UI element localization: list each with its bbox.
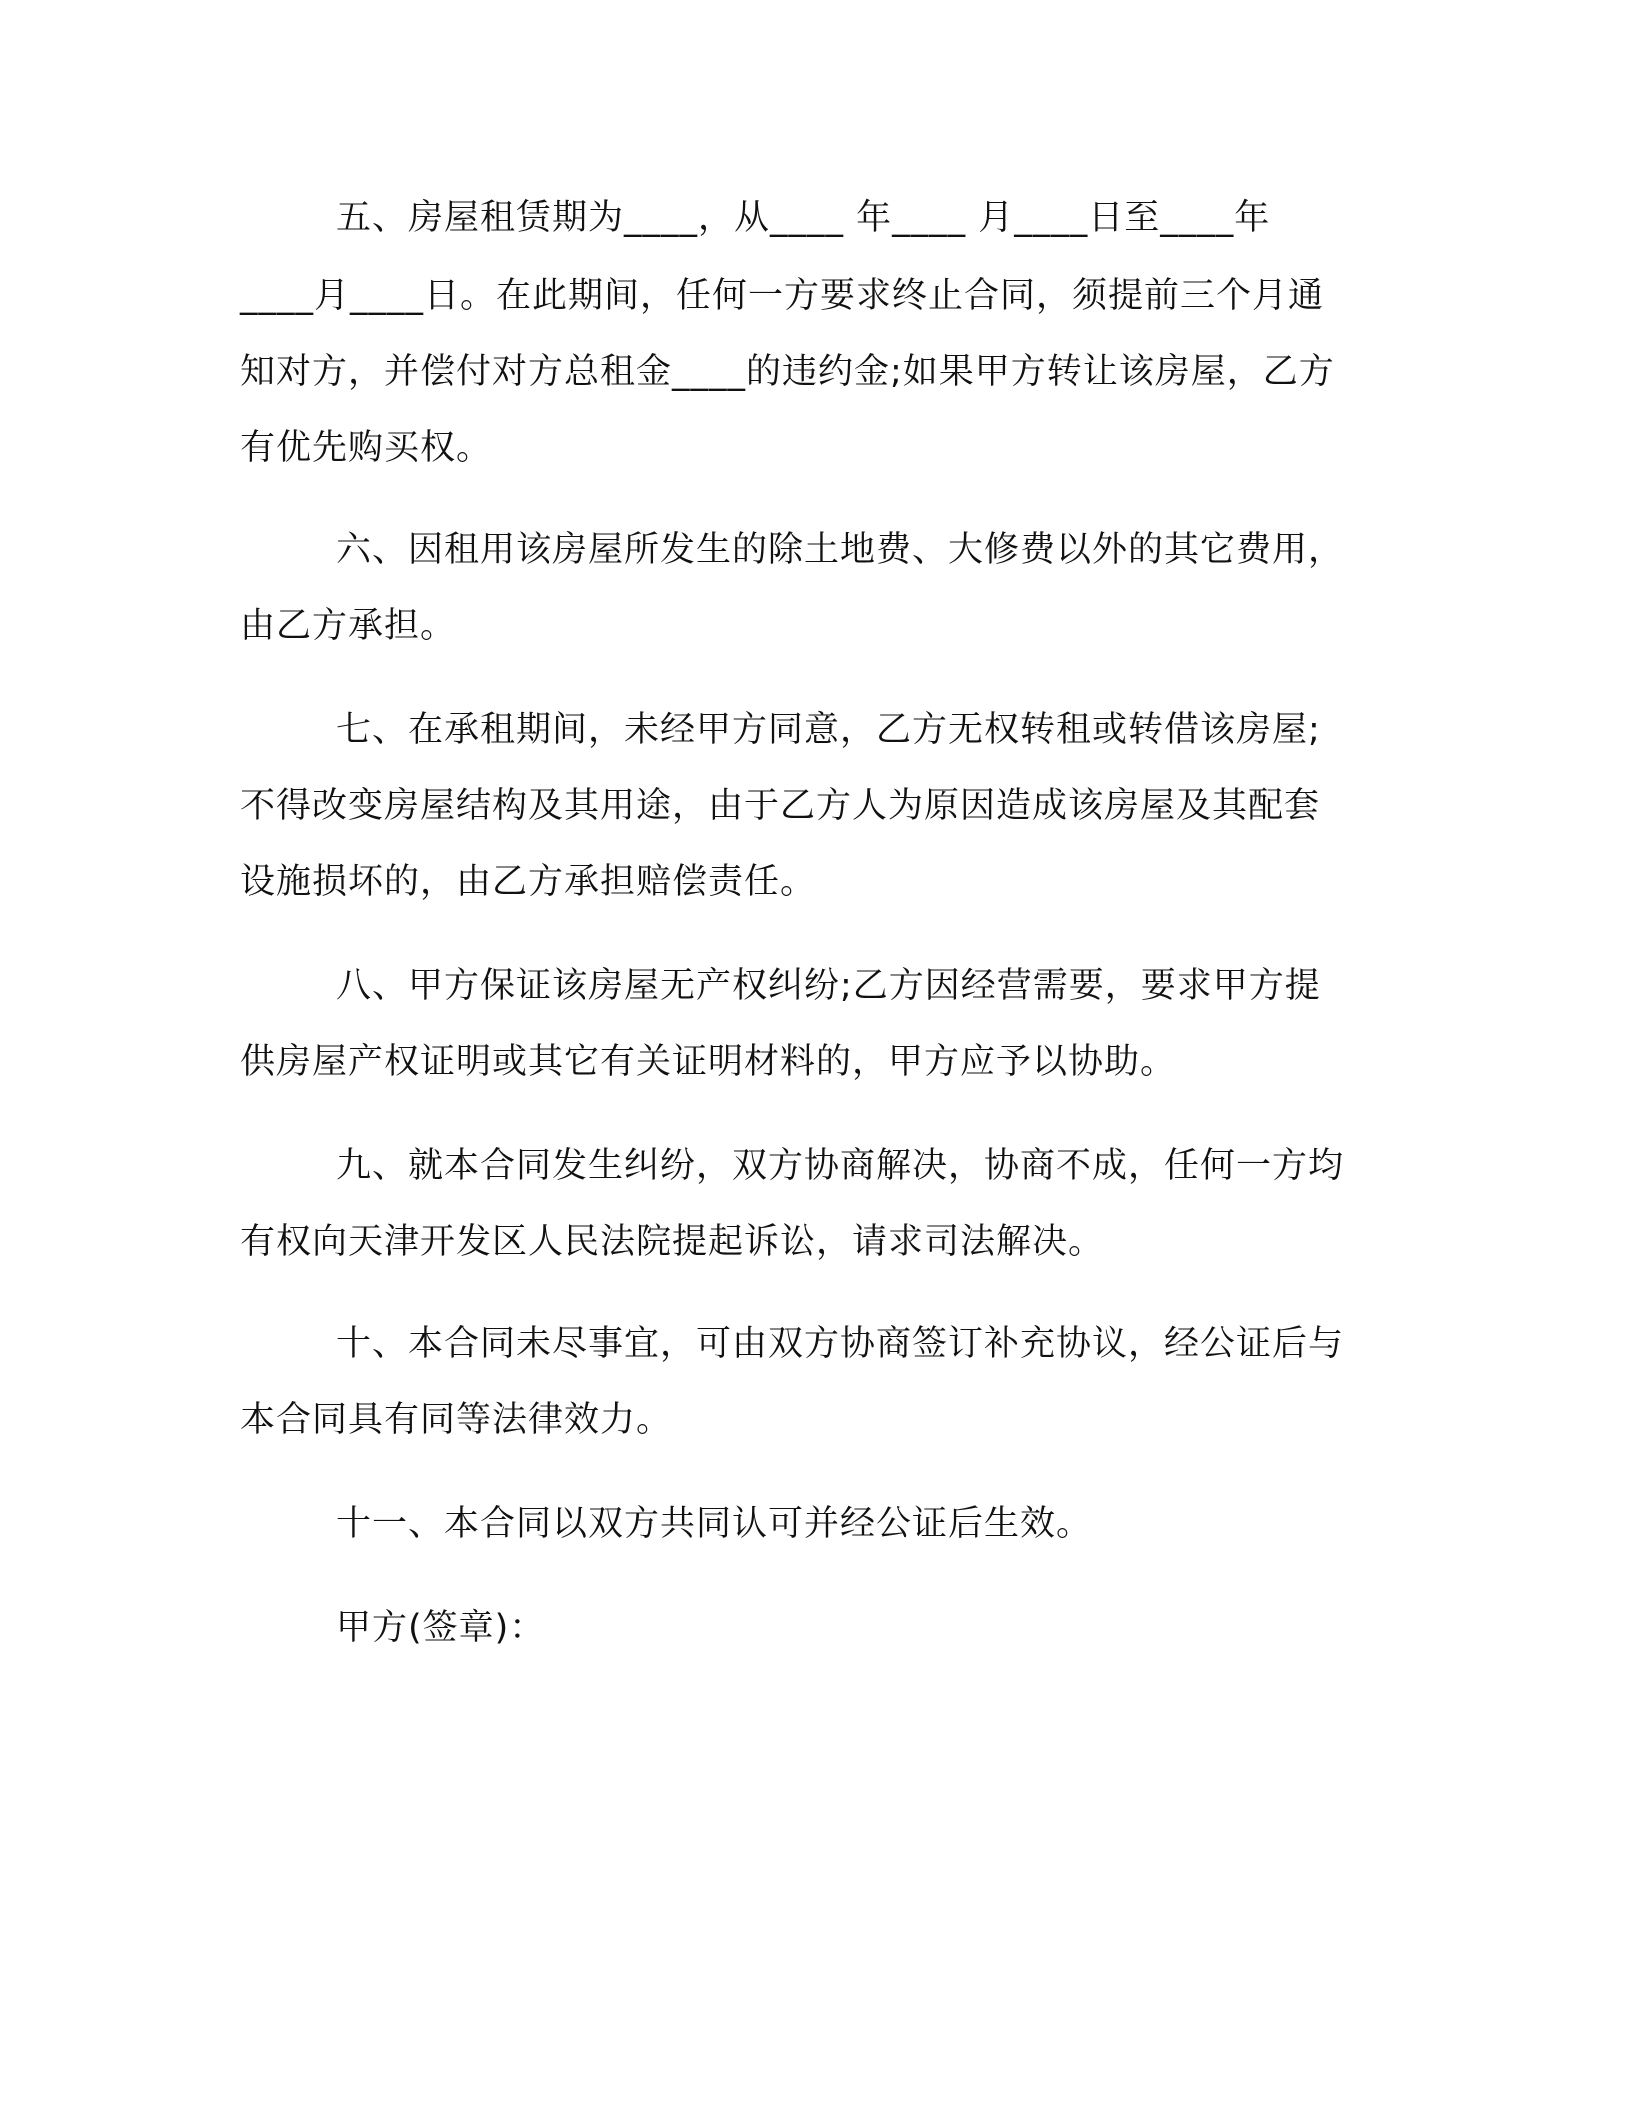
clause-7-line-2: 不得改变房屋结构及其用途，由于乙方人为原因造成该房屋及其配套 [240,786,1321,826]
clause-10-line-2: 本合同具有同等法律效力。 [240,1400,673,1440]
clause-9-line-2: 有权向天津开发区人民法院提起诉讼，请求司法解决。 [240,1222,1105,1262]
clause-7-line-3: 设施损坏的，由乙方承担赔偿责任。 [240,862,817,902]
clause-11-line-1: 十一、本合同以双方共同认可并经公证后生效。 [336,1504,1093,1544]
clause-7-line-1: 七、在承租期间，未经甲方同意，乙方无权转租或转借该房屋; [336,710,1321,750]
party-a-signature-label: 甲方(签章)： [336,1608,546,1648]
clause-6-line-2: 由乙方承担。 [240,606,457,646]
clause-8-line-2: 供房屋产权证明或其它有关证明材料的，甲方应予以协助。 [240,1042,1177,1082]
clause-5-line-4: 有优先购买权。 [240,428,493,468]
clause-5-line-2: ____月____日。在此期间，任何一方要求终止合同，须提前三个月通 [240,276,1325,316]
clause-6-line-1: 六、因租用该房屋所发生的除土地费、大修费以外的其它费用， [336,530,1345,570]
clause-8-line-1: 八、甲方保证该房屋无产权纠纷;乙方因经营需要，要求甲方提 [336,966,1321,1006]
clause-9-line-1: 九、就本合同发生纠纷，双方协商解决，协商不成，任何一方均 [336,1146,1345,1186]
clause-10-line-1: 十、本合同未尽事宜，可由双方协商签订补充协议，经公证后与 [336,1324,1345,1364]
clause-5-line-3: 知对方，并偿付对方总租金____的违约金;如果甲方转让该房屋，乙方 [240,352,1335,392]
clause-5-line-1: 五、房屋租赁期为____，从____ 年____ 月____日至____年 [336,198,1271,238]
